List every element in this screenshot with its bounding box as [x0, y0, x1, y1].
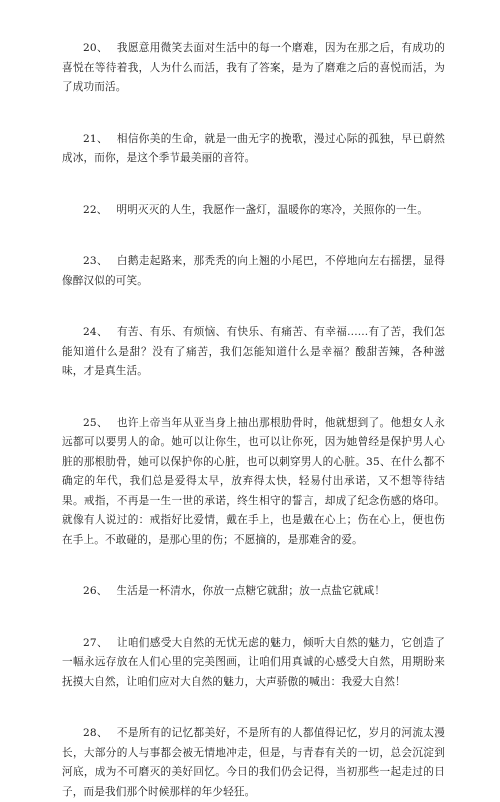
paragraph-21	[62, 130, 445, 169]
paragraph-text: 我愿意用微笑去面对生活中的每一个磨难，因为在那之后，有成功的喜悦在等待着我，人为什么而活，我有了答案，是为了磨难之后的喜悦而活，为了成功而活。	[62, 42, 445, 93]
paragraph-text: 让咱们感受大自然的无忧无虑的魅力，倾听大自然的魅力，它创造了一幅永远存放在人们心里的完美图画，让咱们用真诚的心感受大自然，用期盼来抚摸大自然，让咱们应对大自然的魅力，大声骄傲的喊出：我爱大自然！	[62, 636, 445, 688]
paragraph-number: 24、	[83, 326, 108, 338]
paragraph-number: 23、	[83, 255, 108, 267]
paragraph-text: 有苦、有乐、有烦恼、有快乐、有痛苦、有幸福......有了苦，我们怎能知道什么是甜？没有了痛苦，我们怎能知道什么是幸福？酸甜苦辣，各种滋味，才是真生活。	[62, 326, 445, 377]
paragraph-text: 不是所有的记忆都美好，不是所有的人都值得记忆，岁月的河流太漫长，大部分的人与事都会被无情地冲走，但是，与青春有关的一切，总会沉淀到河底，成为不可磨灭的美好回忆。今日的我们仍会记得，当初那些一起走过的日子，而是我们那个时候那样的年少轻狂。	[62, 727, 445, 798]
paragraph-22	[62, 201, 445, 221]
paragraph-28	[62, 724, 445, 802]
paragraph-number: 28、	[83, 727, 108, 739]
paragraph-25	[62, 414, 445, 551]
paragraph-26	[62, 582, 445, 602]
paragraph-number: 27、	[83, 636, 108, 649]
paragraph-27	[62, 634, 445, 693]
paragraph-text: 明明灭灭的人生，我愿作一盏灯，温暖你的寒冷，关照你的一生。	[116, 203, 429, 216]
paragraph-text: 相信你美的生命，就是一曲无字的挽歌，漫过心际的孤独，早已蔚然成冰，而你，是这个季节最美丽的音符。	[62, 132, 445, 164]
paragraph-number: 26、	[83, 585, 108, 597]
paragraph-text: 白鹅走起路来，那秃秃的向上翘的小尾巴，不停地向左右摇摆，显得像醉汉似的可笑。	[62, 255, 445, 287]
paragraph-number: 21、	[83, 132, 108, 145]
paragraph-text: 也许上帝当年从亚当身上抽出那根肋骨时，他就想到了。他想女人永远都可以要男人的命。她可以让你生，也可以让你死，因为她曾经是保护男人心脏的那根肋骨，她可以保护你的心脏，也可以刺穿男人的心脏。35、在什么都不确定的年代，我们总是爱得太早，放弃得太快，轻易付出承诺，又不想等待结果。戒指，不再是一生一世的承诺，终生相守的誓言，却成了纪念伤感的烙印。就像有人说过的：戒指好比爱情，戴在手上，也是戴在心上；伤在心上，便也伤在手上。不敢碰的，是那心里的伤；不愿摘的，是那难舍的爱。	[62, 416, 445, 546]
paragraph-number: 25、	[83, 416, 108, 429]
paragraph-20	[62, 39, 445, 98]
paragraph-text: 生活是一杯清水，你放一点糖它就甜；放一点盐它就咸！	[116, 585, 386, 597]
paragraph-24	[62, 323, 445, 382]
paragraph-number: 20、	[83, 42, 108, 54]
paragraph-number: 22、	[83, 203, 108, 216]
paragraph-23	[62, 252, 445, 291]
